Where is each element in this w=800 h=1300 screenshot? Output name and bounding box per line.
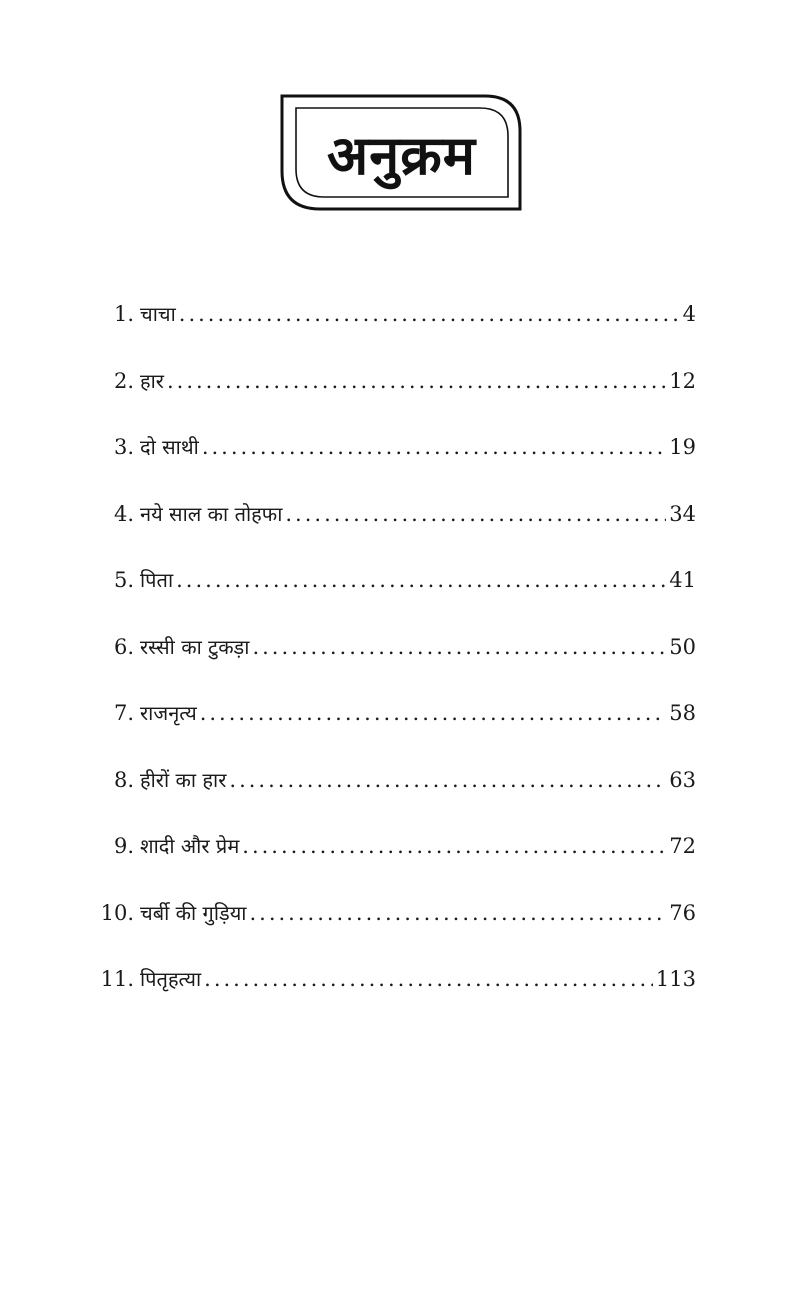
dot-leader xyxy=(252,623,666,671)
dot-leader xyxy=(285,490,666,538)
toc-number: 5. xyxy=(113,568,134,592)
toc-number: 1. xyxy=(113,302,134,326)
toc-page-number: 12 xyxy=(669,368,696,393)
dot-leader xyxy=(204,955,653,1003)
toc-title: राजनृत्य xyxy=(140,701,197,725)
toc-title: चाचा xyxy=(140,302,176,326)
dot-leader xyxy=(202,423,666,471)
toc-page-number: 76 xyxy=(669,900,696,925)
toc-entry[interactable] xyxy=(100,423,696,490)
title-frame xyxy=(280,94,523,212)
toc-page-number: 41 xyxy=(669,568,696,592)
table-of-contents xyxy=(100,290,696,1022)
page-title: अनुक्रम xyxy=(327,124,476,187)
toc-page-number: 34 xyxy=(669,501,696,526)
toc-entry[interactable] xyxy=(100,556,696,623)
dot-leader xyxy=(249,889,666,937)
toc-title: शादी और प्रेम xyxy=(140,834,240,858)
toc-title: नये साल का तोहफा xyxy=(140,501,283,526)
toc-number: 4. xyxy=(113,501,134,526)
toc-entry[interactable] xyxy=(100,490,696,557)
toc-title: रस्सी का टुकड़ा xyxy=(140,634,250,659)
toc-number: 8. xyxy=(113,767,134,792)
toc-page-number: 72 xyxy=(669,834,696,858)
toc-title: हीरों का हार xyxy=(140,767,227,792)
toc-number: 7. xyxy=(113,701,134,725)
toc-page-number: 4 xyxy=(682,302,696,326)
toc-entry[interactable] xyxy=(100,290,696,357)
dot-leader xyxy=(167,357,666,405)
dot-leader xyxy=(229,756,666,804)
toc-entry[interactable] xyxy=(100,756,696,823)
toc-number: 6. xyxy=(113,634,134,659)
toc-title: पिता xyxy=(140,568,174,592)
toc-entry[interactable] xyxy=(100,689,696,756)
toc-title: चर्बी की गुड़िया xyxy=(140,900,247,925)
toc-title: हार xyxy=(140,368,164,393)
toc-page-number: 113 xyxy=(655,967,696,991)
toc-entry[interactable] xyxy=(100,889,696,956)
toc-number: 3. xyxy=(113,435,134,459)
dot-leader xyxy=(200,689,667,737)
toc-entry[interactable] xyxy=(100,955,696,1022)
toc-number: 11. xyxy=(100,967,134,991)
toc-page-number: 19 xyxy=(669,435,696,459)
toc-title: पितृहत्या xyxy=(140,967,202,991)
dot-leader xyxy=(242,822,666,870)
toc-entry[interactable] xyxy=(100,357,696,424)
toc-page-number: 58 xyxy=(669,701,696,725)
toc-entry[interactable] xyxy=(100,623,696,690)
dot-leader xyxy=(179,290,680,338)
toc-number: 2. xyxy=(113,368,134,393)
toc-title: दो साथी xyxy=(140,435,199,459)
toc-number: 9. xyxy=(113,834,134,858)
toc-number: 10. xyxy=(100,900,134,925)
toc-page-number: 63 xyxy=(669,767,696,792)
toc-page-number: 50 xyxy=(669,634,696,659)
dot-leader xyxy=(176,556,666,604)
toc-entry[interactable] xyxy=(100,822,696,889)
